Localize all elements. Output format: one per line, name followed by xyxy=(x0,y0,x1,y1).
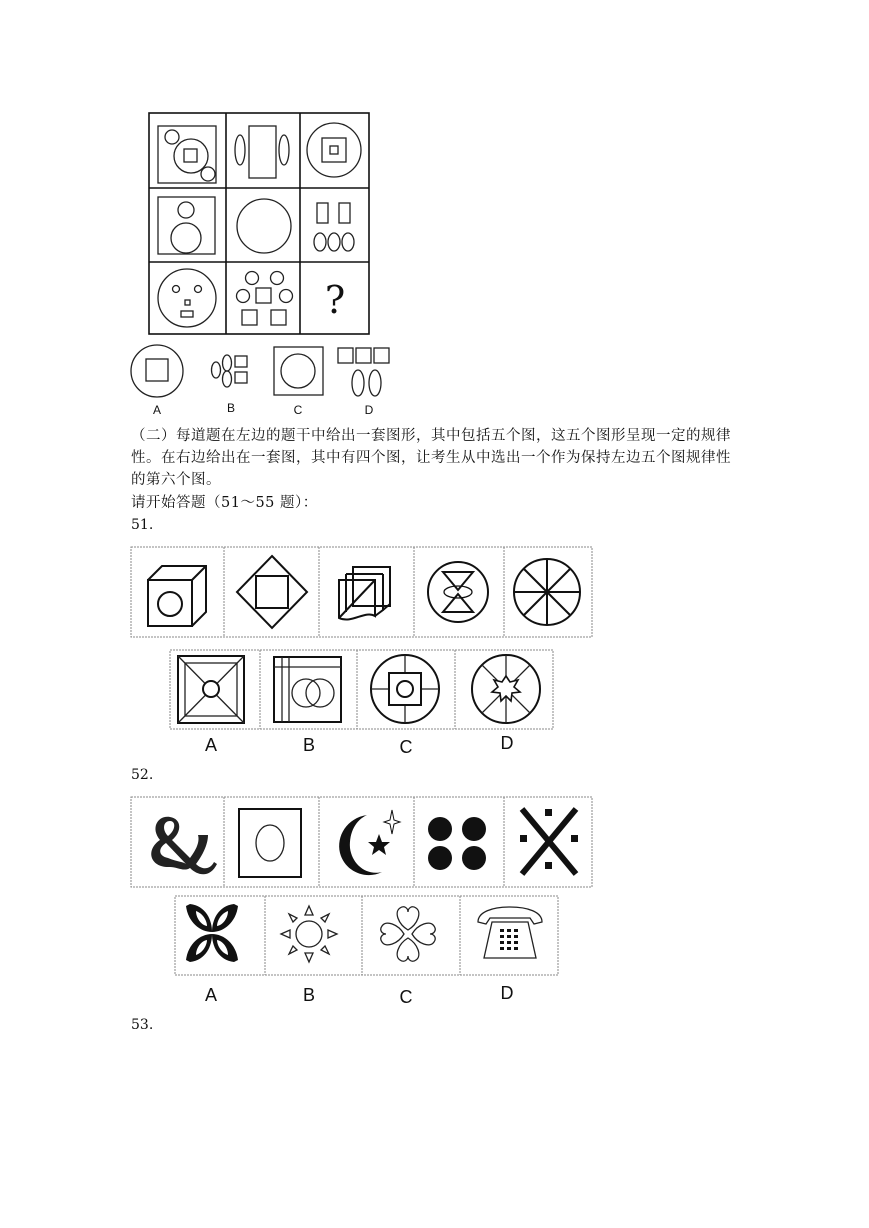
matrix-option-c-label[interactable]: C xyxy=(293,403,303,417)
q51-option-b-label[interactable]: B xyxy=(302,735,315,755)
question-51-number: 51. xyxy=(131,517,154,533)
question-53-number: 53. xyxy=(131,1017,154,1033)
q51-option-a-label[interactable]: A xyxy=(204,735,217,755)
instruction-line-3: 的第六个图。 xyxy=(131,472,221,488)
question-52-number: 52. xyxy=(131,767,154,783)
q52-option-c-label[interactable]: C xyxy=(399,987,413,1007)
instruction-line-1: （二）每道题在左边的题干中给出一套图形，其中包括五个图，这五个图形呈现一定的规律 xyxy=(131,428,731,444)
q52-option-a-label[interactable]: A xyxy=(204,985,217,1005)
matrix-option-a-label[interactable]: A xyxy=(152,403,161,417)
q52-option-d-label[interactable]: D xyxy=(500,983,514,1003)
q51-option-c-label[interactable]: C xyxy=(399,737,413,757)
instruction-start: 请开始答题（51～55 题）： xyxy=(131,495,318,511)
q51-option-d-label[interactable]: D xyxy=(500,733,514,753)
matrix-option-b-label[interactable]: B xyxy=(226,401,235,415)
instruction-line-2: 性。在右边给出在一套图，其中有四个图，让考生从中选出一个作为保持左边五个图规律性 xyxy=(131,450,731,466)
q52-option-b-label[interactable]: B xyxy=(302,985,315,1005)
matrix-option-d-label[interactable]: D xyxy=(364,403,374,417)
matrix-question-mark: ? xyxy=(324,278,346,322)
